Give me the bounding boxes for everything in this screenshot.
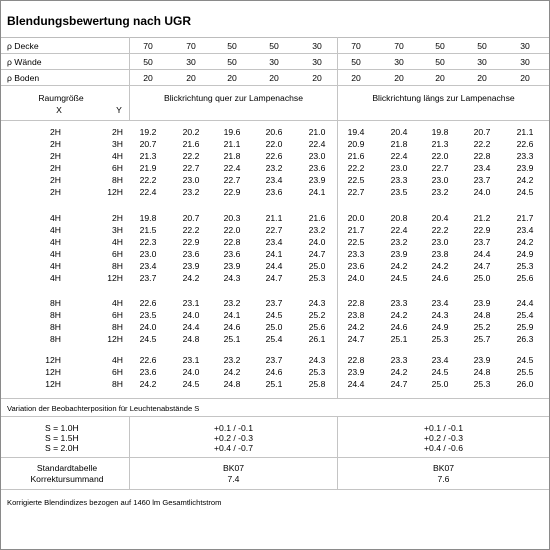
- ugr-value: 25.4: [516, 310, 534, 320]
- ugr-value: 23.9: [473, 355, 491, 365]
- ugr-value: 24.5: [139, 334, 157, 344]
- room-x: 2H: [50, 127, 61, 137]
- y-label: Y: [116, 105, 122, 115]
- rule-header: [1, 120, 549, 121]
- ugr-value: 23.4: [516, 225, 534, 235]
- ugr-value: 22.7: [431, 163, 449, 173]
- reflectance-cell: 50: [435, 41, 445, 51]
- ugr-value: 23.9: [516, 163, 534, 173]
- rule-values: [1, 398, 549, 399]
- ugr-value: 24.4: [347, 379, 365, 389]
- room-x: 2H: [50, 139, 61, 149]
- ugr-value: 24.5: [431, 367, 449, 377]
- x-label: X: [56, 105, 62, 115]
- reflectance-cell: 30: [312, 57, 322, 67]
- ugr-value: 21.2: [473, 213, 491, 223]
- footnote: Korrigierte Blendindizes bezogen auf 1460 lm Gesamtlichtstrom: [7, 498, 222, 507]
- along-standard-table: BK07: [432, 463, 455, 473]
- ugr-value: 22.3: [139, 237, 157, 247]
- ugr-value: 23.8: [347, 310, 365, 320]
- ugr-value: 22.7: [182, 163, 200, 173]
- ugr-value: 23.2: [431, 187, 449, 197]
- ugr-value: 24.0: [139, 322, 157, 332]
- ugr-value: 24.8: [223, 379, 241, 389]
- rule-standard: [1, 489, 549, 490]
- room-x: 4H: [50, 249, 61, 259]
- ugr-value: 24.2: [516, 237, 534, 247]
- correction-label: Korrektursummand: [30, 474, 104, 484]
- ugr-value: 21.1: [265, 213, 283, 223]
- ugr-value: 20.8: [390, 213, 408, 223]
- ugr-value: 21.8: [223, 151, 241, 161]
- variation-spacing: S = 1.5H: [45, 433, 79, 443]
- ugr-value: 25.3: [431, 334, 449, 344]
- ugr-value: 20.2: [182, 127, 200, 137]
- reflectance-cell: 50: [269, 41, 279, 51]
- ugr-value: 22.2: [182, 151, 200, 161]
- ugr-value: 20.9: [347, 139, 365, 149]
- room-y: 8H: [112, 261, 123, 271]
- ugr-value: 24.1: [265, 249, 283, 259]
- ugr-value: 21.1: [223, 139, 241, 149]
- room-x: 2H: [50, 187, 61, 197]
- ugr-value: 26.3: [516, 334, 534, 344]
- ugr-value: 24.0: [182, 367, 200, 377]
- ugr-value: 22.7: [265, 225, 283, 235]
- page-title: Blendungsbewertung nach UGR: [7, 14, 192, 28]
- room-y: 12H: [107, 334, 123, 344]
- ugr-value: 23.6: [139, 367, 157, 377]
- room-x: 8H: [50, 298, 61, 308]
- ugr-value: 23.4: [431, 355, 449, 365]
- reflectance-cell: 20: [477, 73, 487, 83]
- ugr-value: 25.2: [473, 322, 491, 332]
- ugr-value: 26.1: [308, 334, 326, 344]
- room-x: 12H: [45, 367, 61, 377]
- ugr-value: 24.7: [308, 249, 326, 259]
- ugr-value: 21.9: [139, 163, 157, 173]
- ugr-value: 24.8: [473, 367, 491, 377]
- ugr-value: 23.6: [347, 261, 365, 271]
- ugr-value: 22.0: [223, 225, 241, 235]
- ugr-value: 23.6: [308, 163, 326, 173]
- variation-along: +0.1 / -0.1: [424, 423, 463, 433]
- reflectance-cell: 50: [143, 57, 153, 67]
- reflectance-cell: 50: [477, 41, 487, 51]
- reflectance-cell: 20: [227, 73, 237, 83]
- ugr-value: 24.2: [390, 367, 408, 377]
- ugr-value: 20.4: [390, 127, 408, 137]
- ugr-value: 20.7: [473, 127, 491, 137]
- ugr-value: 21.6: [347, 151, 365, 161]
- reflectance-cell: 30: [312, 41, 322, 51]
- ugr-value: 23.3: [516, 151, 534, 161]
- ugr-value: 25.0: [473, 273, 491, 283]
- ugr-value: 24.0: [308, 237, 326, 247]
- ugr-value: 24.0: [473, 187, 491, 197]
- ugr-value: 23.7: [139, 273, 157, 283]
- along-correction: 7.6: [437, 474, 450, 484]
- reflectance-cell: 20: [435, 73, 445, 83]
- rule-title: [1, 37, 549, 38]
- ugr-value: 24.7: [347, 334, 365, 344]
- room-x: 8H: [50, 334, 61, 344]
- ugr-value: 23.9: [182, 261, 200, 271]
- variation-spacing: S = 2.0H: [45, 443, 79, 453]
- room-y: 8H: [112, 175, 123, 185]
- reflectance-cell: 70: [351, 41, 361, 51]
- ugr-value: 23.2: [308, 225, 326, 235]
- ugr-value: 23.0: [390, 163, 408, 173]
- ugr-value: 22.6: [139, 298, 157, 308]
- ugr-value: 25.1: [390, 334, 408, 344]
- ugr-value: 25.3: [308, 273, 326, 283]
- ugr-value: 24.5: [516, 355, 534, 365]
- rule-variation-label: [1, 416, 549, 417]
- ugr-value: 22.0: [431, 151, 449, 161]
- room-y: 2H: [112, 213, 123, 223]
- room-x: 2H: [50, 151, 61, 161]
- ugr-value: 24.8: [182, 334, 200, 344]
- ugr-value: 25.7: [473, 334, 491, 344]
- ugr-value: 21.3: [431, 139, 449, 149]
- ugr-value: 22.5: [347, 237, 365, 247]
- ugr-value: 23.9: [347, 367, 365, 377]
- ugr-value: 22.7: [223, 175, 241, 185]
- ugr-value: 19.4: [347, 127, 365, 137]
- reflectance-cell: 50: [351, 57, 361, 67]
- reflectance-label: ρ Boden: [7, 73, 40, 83]
- ugr-value: 23.4: [431, 298, 449, 308]
- room-y: 12H: [107, 187, 123, 197]
- ugr-value: 24.3: [308, 298, 326, 308]
- ugr-value: 19.6: [223, 127, 241, 137]
- ugr-value: 23.5: [390, 187, 408, 197]
- reflectance-cell: 30: [520, 41, 530, 51]
- ugr-value: 23.9: [308, 175, 326, 185]
- ugr-value: 24.2: [223, 367, 241, 377]
- ugr-value: 23.3: [390, 298, 408, 308]
- ugr-value: 24.0: [347, 273, 365, 283]
- standard-table-label: Standardtabelle: [36, 463, 98, 473]
- variation-cross: +0.4 / -0.7: [214, 443, 253, 453]
- ugr-value: 23.3: [347, 249, 365, 259]
- ugr-value: 24.6: [431, 273, 449, 283]
- ugr-value: 23.9: [473, 298, 491, 308]
- ugr-value: 21.5: [139, 225, 157, 235]
- ugr-value: 23.7: [265, 355, 283, 365]
- ugr-value: 23.0: [431, 237, 449, 247]
- room-y: 12H: [107, 273, 123, 283]
- reflectance-cell: 20: [312, 73, 322, 83]
- reflectance-label: ρ Wände: [7, 57, 42, 67]
- variation-along: +0.2 / -0.3: [424, 433, 463, 443]
- ugr-value: 24.2: [390, 261, 408, 271]
- ugr-value: 23.9: [223, 261, 241, 271]
- ugr-value: 25.6: [516, 273, 534, 283]
- ugr-value: 23.7: [265, 298, 283, 308]
- ugr-value: 23.0: [139, 249, 157, 259]
- ugr-value: 21.6: [308, 213, 326, 223]
- reflectance-cell: 70: [394, 41, 404, 51]
- ugr-value: 24.5: [182, 379, 200, 389]
- ugr-value: 22.2: [431, 225, 449, 235]
- ugr-value: 20.6: [265, 127, 283, 137]
- ugr-value: 23.9: [390, 249, 408, 259]
- ugr-value: 25.0: [431, 379, 449, 389]
- ugr-value: 23.2: [223, 298, 241, 308]
- ugr-value: 22.2: [347, 163, 365, 173]
- ugr-value: 19.8: [431, 127, 449, 137]
- ugr-value: 23.3: [390, 175, 408, 185]
- ugr-value: 22.4: [390, 151, 408, 161]
- ugr-value: 23.5: [139, 310, 157, 320]
- ugr-value: 23.6: [223, 249, 241, 259]
- cross-standard-table: BK07: [222, 463, 245, 473]
- reflectance-cell: 30: [394, 57, 404, 67]
- room-x: 4H: [50, 225, 61, 235]
- ugr-value: 24.2: [390, 310, 408, 320]
- ugr-value: 23.4: [139, 261, 157, 271]
- reflectance-cell: 20: [394, 73, 404, 83]
- ugr-value: 23.6: [182, 249, 200, 259]
- ugr-value: 24.2: [431, 261, 449, 271]
- room-x: 8H: [50, 310, 61, 320]
- ugr-value: 22.4: [223, 163, 241, 173]
- ugr-value: 25.3: [473, 379, 491, 389]
- ugr-value: 24.2: [182, 273, 200, 283]
- ugr-value: 24.2: [516, 175, 534, 185]
- variation-cross: +0.2 / -0.3: [214, 433, 253, 443]
- ugr-value: 24.9: [516, 249, 534, 259]
- reflectance-cell: 50: [227, 41, 237, 51]
- ugr-value: 21.1: [516, 127, 534, 137]
- ugr-value: 22.5: [347, 175, 365, 185]
- rule-variation: [1, 457, 549, 458]
- ugr-value: 23.2: [390, 237, 408, 247]
- ugr-value: 22.9: [473, 225, 491, 235]
- ugr-value: 24.2: [347, 322, 365, 332]
- ugr-value: 21.8: [390, 139, 408, 149]
- room-y: 6H: [112, 367, 123, 377]
- ugr-value: 24.1: [308, 187, 326, 197]
- ugr-value: 22.2: [139, 175, 157, 185]
- room-x: 2H: [50, 175, 61, 185]
- ugr-value: 24.7: [265, 273, 283, 283]
- ugr-value: 23.7: [473, 175, 491, 185]
- room-y: 4H: [112, 151, 123, 161]
- ugr-value: 24.6: [223, 322, 241, 332]
- reflectance-cell: 70: [143, 41, 153, 51]
- ugr-value: 22.8: [473, 151, 491, 161]
- reflectance-cell: 20: [269, 73, 279, 83]
- ugr-value: 25.4: [265, 334, 283, 344]
- room-y: 4H: [112, 355, 123, 365]
- ugr-value: 23.4: [265, 175, 283, 185]
- ugr-value: 24.5: [265, 310, 283, 320]
- ugr-value: 25.8: [308, 379, 326, 389]
- ugr-value: 24.4: [182, 322, 200, 332]
- room-y: 2H: [112, 127, 123, 137]
- reflectance-cell: 30: [477, 57, 487, 67]
- room-x: 12H: [45, 379, 61, 389]
- ugr-value: 23.4: [265, 237, 283, 247]
- ugr-value: 23.4: [473, 163, 491, 173]
- ugr-value: 24.8: [473, 310, 491, 320]
- ugr-value: 25.2: [308, 310, 326, 320]
- ugr-value: 21.7: [347, 225, 365, 235]
- ugr-value: 24.4: [516, 298, 534, 308]
- variation-label: Variation der Beobachterposition für Leuchtenabstände S: [7, 404, 200, 413]
- ugr-value: 22.4: [308, 139, 326, 149]
- ugr-value: 24.0: [182, 310, 200, 320]
- ugr-value: 24.4: [265, 261, 283, 271]
- rule-boden: [1, 85, 549, 86]
- room-x: 4H: [50, 237, 61, 247]
- ugr-value: 20.7: [139, 139, 157, 149]
- ugr-value: 25.1: [265, 379, 283, 389]
- ugr-value: 22.8: [223, 237, 241, 247]
- variation-along: +0.4 / -0.6: [424, 443, 463, 453]
- ugr-value: 22.4: [390, 225, 408, 235]
- room-x: 4H: [50, 273, 61, 283]
- room-y: 6H: [112, 163, 123, 173]
- ugr-value: 24.7: [390, 379, 408, 389]
- ugr-value: 24.3: [223, 273, 241, 283]
- ugr-value: 22.2: [182, 225, 200, 235]
- room-y: 4H: [112, 298, 123, 308]
- ugr-value: 22.6: [139, 355, 157, 365]
- reflectance-cell: 30: [186, 57, 196, 67]
- ugr-value: 20.0: [347, 213, 365, 223]
- ugr-value: 21.0: [308, 127, 326, 137]
- reflectance-label: ρ Decke: [7, 41, 39, 51]
- ugr-value: 25.3: [308, 367, 326, 377]
- ugr-value: 24.6: [390, 322, 408, 332]
- room-y: 3H: [112, 225, 123, 235]
- ugr-value: 21.7: [516, 213, 534, 223]
- ugr-value: 21.6: [182, 139, 200, 149]
- ugr-value: 25.9: [516, 322, 534, 332]
- variation-cross: +0.1 / -0.1: [214, 423, 253, 433]
- ugr-value: 19.8: [139, 213, 157, 223]
- ugr-value: 22.0: [265, 139, 283, 149]
- ugr-value: 22.4: [139, 187, 157, 197]
- ugr-value: 22.7: [347, 187, 365, 197]
- room-size-label: Raumgröße: [38, 93, 84, 103]
- room-y: 6H: [112, 310, 123, 320]
- room-y: 8H: [112, 322, 123, 332]
- ugr-value: 26.0: [516, 379, 534, 389]
- ugr-value: 23.0: [308, 151, 326, 161]
- ugr-value: 20.4: [431, 213, 449, 223]
- ugr-value: 25.5: [516, 367, 534, 377]
- variation-spacing: S = 1.0H: [45, 423, 79, 433]
- ugr-value: 23.6: [265, 187, 283, 197]
- ugr-value: 24.3: [431, 310, 449, 320]
- reflectance-cell: 30: [520, 57, 530, 67]
- ugr-value: 24.3: [308, 355, 326, 365]
- reflectance-cell: 50: [435, 57, 445, 67]
- reflectance-cell: 20: [351, 73, 361, 83]
- ugr-value: 22.6: [516, 139, 534, 149]
- along-heading: Blickrichtung längs zur Lampenachse: [372, 93, 515, 103]
- ugr-value: 22.9: [223, 187, 241, 197]
- reflectance-cell: 70: [186, 41, 196, 51]
- ugr-value: 23.0: [182, 175, 200, 185]
- reflectance-cell: 20: [143, 73, 153, 83]
- reflectance-cell: 30: [269, 57, 279, 67]
- reflectance-cell: 20: [186, 73, 196, 83]
- ugr-value: 23.7: [473, 237, 491, 247]
- ugr-value: 24.7: [473, 261, 491, 271]
- room-y: 6H: [112, 249, 123, 259]
- cross-correction: 7.4: [227, 474, 240, 484]
- ugr-value: 25.6: [308, 322, 326, 332]
- ugr-value: 22.8: [347, 355, 365, 365]
- ugr-value: 23.2: [223, 355, 241, 365]
- cross-heading: Blickrichtung quer zur Lampenachse: [163, 93, 303, 103]
- ugr-value: 25.1: [223, 334, 241, 344]
- ugr-value: 25.3: [516, 261, 534, 271]
- room-x: 4H: [50, 261, 61, 271]
- room-y: 8H: [112, 379, 123, 389]
- ugr-value: 24.4: [473, 249, 491, 259]
- reflectance-cell: 50: [227, 57, 237, 67]
- ugr-value: 23.2: [265, 163, 283, 173]
- reflectance-cell: 20: [520, 73, 530, 83]
- ugr-value: 20.7: [182, 213, 200, 223]
- ugr-value: 23.8: [431, 249, 449, 259]
- ugr-value: 21.3: [139, 151, 157, 161]
- ugr-value: 23.2: [182, 187, 200, 197]
- room-x: 8H: [50, 322, 61, 332]
- ugr-value: 22.2: [473, 139, 491, 149]
- rule-decke: [1, 53, 549, 54]
- ugr-value: 23.1: [182, 355, 200, 365]
- ugr-value: 23.0: [431, 175, 449, 185]
- room-y: 4H: [112, 237, 123, 247]
- room-x: 4H: [50, 213, 61, 223]
- ugr-value: 24.6: [265, 367, 283, 377]
- ugr-value: 23.3: [390, 355, 408, 365]
- ugr-value: 19.2: [139, 127, 157, 137]
- ugr-value: 25.0: [308, 261, 326, 271]
- ugr-value: 22.8: [347, 298, 365, 308]
- ugr-value: 23.1: [182, 298, 200, 308]
- ugr-value: 25.0: [265, 322, 283, 332]
- room-y: 3H: [112, 139, 123, 149]
- ugr-value: 24.2: [139, 379, 157, 389]
- ugr-value: 24.5: [390, 273, 408, 283]
- ugr-value: 22.6: [265, 151, 283, 161]
- room-x: 12H: [45, 355, 61, 365]
- ugr-value: 20.3: [223, 213, 241, 223]
- rule-waende: [1, 69, 549, 70]
- room-x: 2H: [50, 163, 61, 173]
- ugr-value: 24.1: [223, 310, 241, 320]
- ugr-value: 22.9: [182, 237, 200, 247]
- ugr-value: 24.5: [516, 187, 534, 197]
- ugr-value: 24.9: [431, 322, 449, 332]
